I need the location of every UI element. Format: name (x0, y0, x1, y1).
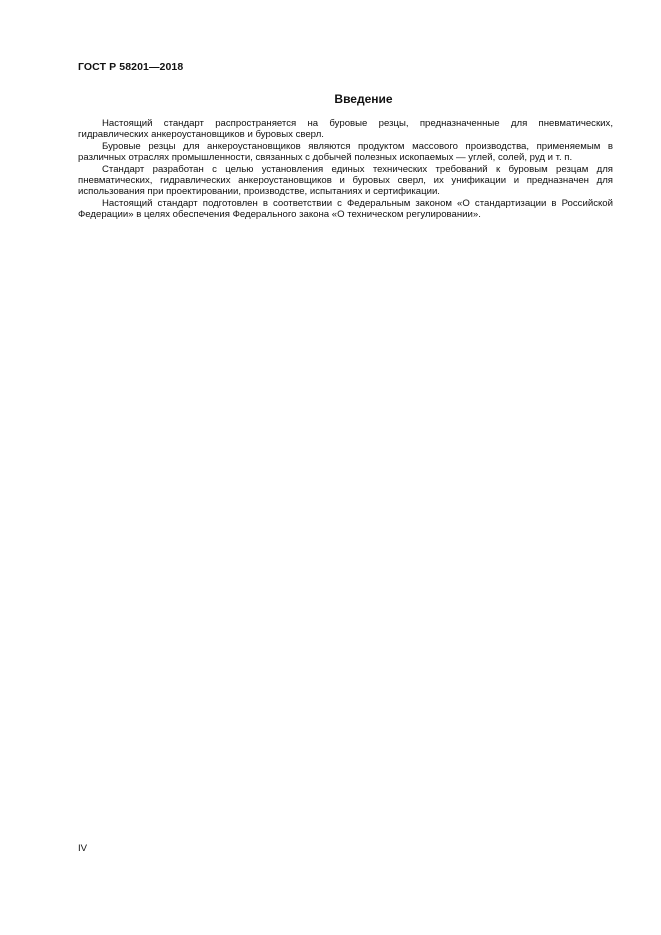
paragraph-purpose: Стандарт разработан с целью установления единых технических требований к буровым резцам для пневматических, гидравлических анкероустановщиков и буровых сверл, их унификации и предназначен для использования при проектировании, производстве, испытаниях и сертификации. (78, 163, 613, 198)
page-number: IV (78, 843, 88, 854)
document-header-code: ГОСТ Р 58201—2018 (78, 61, 184, 73)
section-title: Введение (334, 92, 393, 106)
body-text (78, 118, 613, 221)
paragraph-scope: Настоящий стандарт распространяется на буровые резцы, предназначенные для пневматических, гидравлических анкероустановщиков и буровых сверл. (78, 118, 613, 141)
paragraph-mass-production: Буровые резцы для анкероустановщиков являются продуктом массового производства, применяемым в различных отраслях промышленности, связанных с добычей полезных ископаемых — углей, солей, руд и т. п. (78, 140, 613, 164)
paragraph-legal-basis: Настоящий стандарт подготовлен в соответствии с Федеральным законом «О стандартизации в Российской Федерации» в целях обеспечения Федерального закона «О техническом регулировании». (78, 197, 613, 221)
